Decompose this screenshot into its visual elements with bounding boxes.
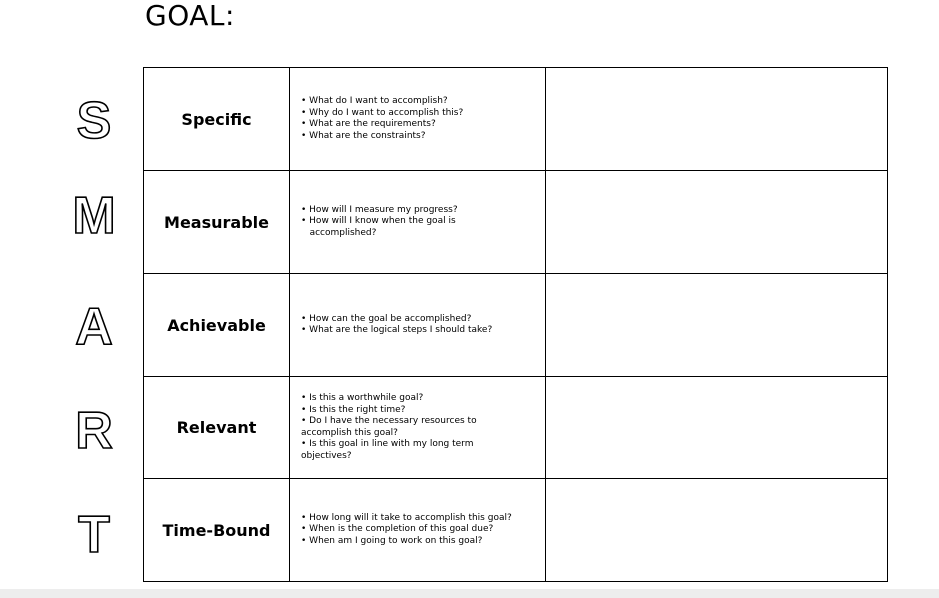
question-item: • What do I want to accomplish? (301, 96, 448, 106)
answer-cell-measurable[interactable] (546, 171, 888, 274)
question-item: • When is the completion of this goal due? (301, 524, 494, 535)
questions-measurable (290, 171, 546, 274)
table-row-achievable (144, 274, 888, 377)
answer-cell-specific[interactable] (546, 68, 888, 171)
question-item: • Why do I want to accomplish this? (301, 107, 464, 118)
question-item: • When am I going to work on this goal? (301, 535, 483, 546)
category-specific: Specific (144, 68, 290, 171)
question-list (301, 393, 541, 462)
table-row-relevant (144, 377, 888, 479)
question-item: • Do I have the necessary resources to (301, 416, 477, 426)
question-item: • What are the requirements? (301, 119, 436, 129)
page-bottom-edge (0, 589, 939, 598)
question-item: • What are the constraints? (301, 130, 426, 141)
table-row-specific (144, 68, 888, 171)
questions-specific (290, 68, 546, 171)
question-item: accomplished? (301, 227, 377, 238)
questions-relevant (290, 377, 546, 479)
question-list (301, 314, 541, 337)
table-row-time-bound (144, 479, 888, 582)
answer-cell-achievable[interactable] (546, 274, 888, 377)
smart-letter-m: M (72, 187, 116, 245)
table-row-measurable (144, 171, 888, 274)
question-item: objectives? (301, 450, 352, 461)
smart-goal-table (143, 67, 888, 582)
question-item: • What are the logical steps I should take? (301, 325, 493, 335)
questions-achievable (290, 274, 546, 377)
question-item: • Is this goal in line with my long term (301, 439, 474, 449)
question-item: • Is this the right time? (301, 404, 406, 415)
answer-cell-time-bound[interactable] (546, 479, 888, 582)
question-list (301, 513, 541, 548)
goal-title: GOAL: (145, 0, 235, 32)
questions-time-bound (290, 479, 546, 582)
category-relevant: Relevant (144, 377, 290, 479)
smart-letter-t: T (78, 506, 110, 564)
question-item: accomplish this goal? (301, 427, 398, 438)
category-time-bound: Time-Bound (144, 479, 290, 582)
category-measurable: Measurable (144, 171, 290, 274)
question-item: • Is this a worthwhile goal? (301, 393, 424, 403)
question-list (301, 96, 541, 142)
smart-letter-r: R (75, 402, 113, 460)
category-achievable: Achievable (144, 274, 290, 377)
question-item: • How can the goal be accomplished? (301, 313, 472, 324)
smart-letter-s: S (76, 92, 112, 150)
question-item: • How will I know when the goal is (301, 216, 456, 227)
smart-letter-a: A (75, 298, 113, 356)
question-item: • How will I measure my progress? (301, 204, 458, 215)
question-item: • How long will it take to accomplish this goal? (301, 512, 512, 523)
question-list (301, 205, 541, 240)
answer-cell-relevant[interactable] (546, 377, 888, 479)
